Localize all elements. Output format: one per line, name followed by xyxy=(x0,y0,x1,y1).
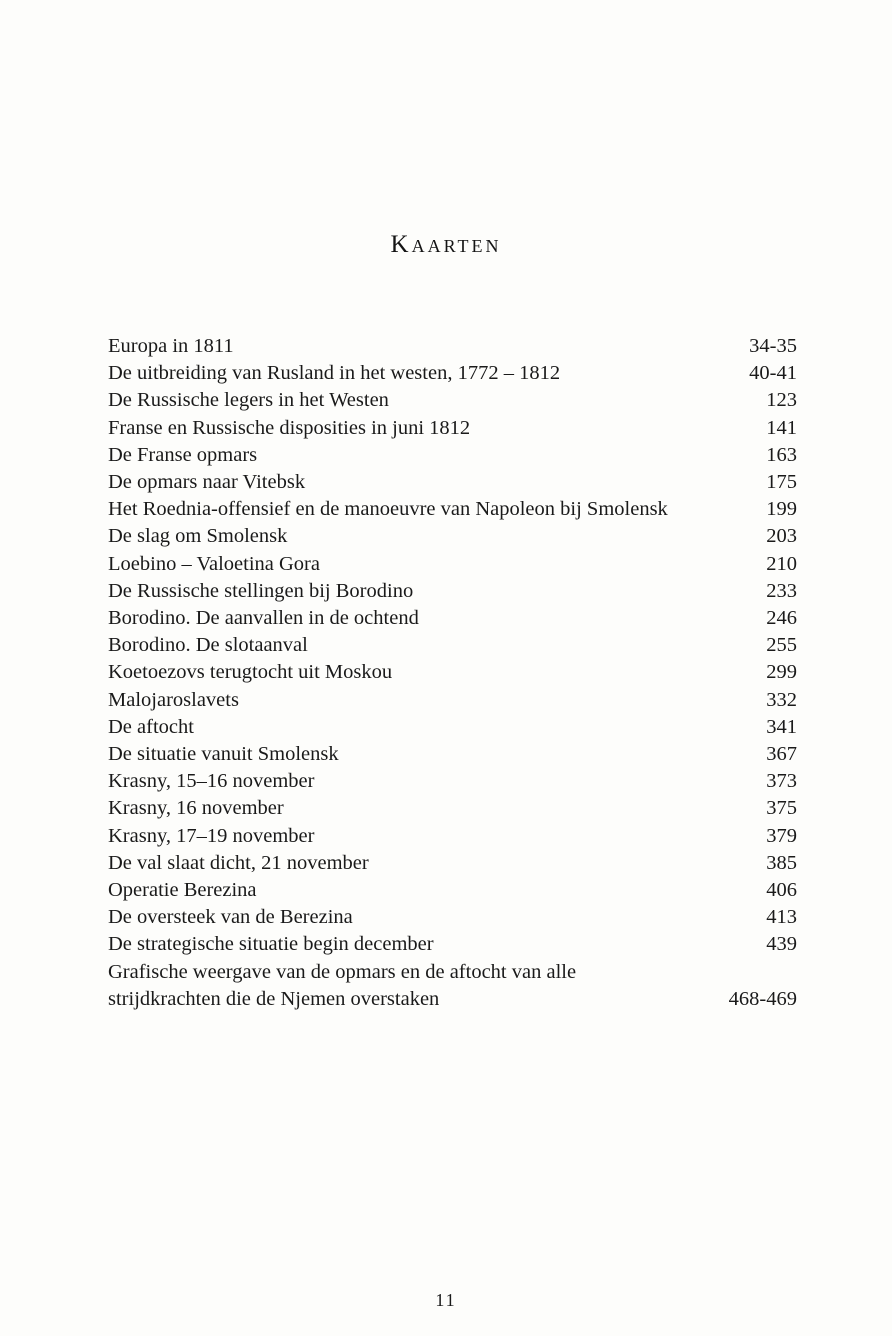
entry-title: De val slaat dicht, 21 november xyxy=(108,851,369,874)
list-item xyxy=(108,904,797,931)
list-item xyxy=(108,496,797,523)
list-item xyxy=(108,687,797,714)
entry-title-line-1: Grafische weergave van de opmars en de aftocht van alle xyxy=(108,960,577,983)
entry-page: 40-41 xyxy=(749,362,797,385)
entry-page: 332 xyxy=(766,688,797,711)
entry-page: 413 xyxy=(766,906,797,929)
list-item xyxy=(108,469,797,496)
entry-page: 385 xyxy=(766,851,797,874)
entry-page: 123 xyxy=(766,389,797,412)
list-item xyxy=(108,714,797,741)
list-item xyxy=(108,877,797,904)
page-title: Kaarten xyxy=(390,230,502,258)
entry-title: De slag om Smolensk xyxy=(108,525,288,548)
entry-page: 246 xyxy=(766,607,797,630)
list-item xyxy=(108,768,797,795)
list-item xyxy=(108,551,797,578)
entry-page: 34-35 xyxy=(749,335,797,357)
entry-page: 379 xyxy=(766,824,797,847)
entry-title: De aftocht xyxy=(108,715,194,738)
entry-page: 203 xyxy=(766,525,797,548)
entry-title: De Russische stellingen bij Borodino xyxy=(108,579,414,602)
list-item xyxy=(108,442,797,469)
entry-page: 199 xyxy=(766,498,797,521)
entry-page: 468-469 xyxy=(728,987,797,1010)
entry-page: 373 xyxy=(766,770,797,793)
entry-title: Borodino. De aanvallen in de ochtend xyxy=(108,607,419,630)
entry-title: Krasny, 16 november xyxy=(108,797,284,820)
entry-page: 163 xyxy=(766,443,797,466)
entry-page: 255 xyxy=(766,634,797,657)
list-item xyxy=(108,387,797,414)
list-item xyxy=(108,823,797,850)
entry-title: Krasny, 17–19 november xyxy=(108,824,315,847)
entry-title xyxy=(108,959,576,1013)
entry-title-line-2: strijdkrachten die de Njemen overstaken xyxy=(108,987,440,1010)
map-list xyxy=(108,333,797,1013)
entry-title: De Russische legers in het Westen xyxy=(108,389,389,412)
list-item xyxy=(108,333,797,360)
entry-page: 375 xyxy=(766,797,797,820)
list-item xyxy=(108,605,797,632)
entry-title: De opmars naar Vitebsk xyxy=(108,471,306,494)
entry-title: Koetoezovs terugtocht uit Moskou xyxy=(108,661,393,684)
entry-title: Franse en Russische disposities in juni 1812 xyxy=(108,416,471,439)
entry-page: 210 xyxy=(766,552,797,575)
list-item xyxy=(108,959,797,1013)
entry-page: 439 xyxy=(766,933,797,956)
entry-page: 341 xyxy=(766,715,797,738)
entry-page: 175 xyxy=(766,471,797,494)
entry-page: 141 xyxy=(766,416,797,439)
entry-title: De Franse opmars xyxy=(108,443,258,466)
list-item xyxy=(108,360,797,387)
list-item xyxy=(108,741,797,768)
list-item xyxy=(108,523,797,550)
entry-title: De oversteek van de Berezina xyxy=(108,906,353,929)
list-item xyxy=(108,659,797,686)
entry-page: 233 xyxy=(766,579,797,602)
list-item xyxy=(108,578,797,605)
entry-title: Het Roednia-offensief en de manoeuvre van Napoleon bij Smolensk xyxy=(108,498,668,521)
list-item xyxy=(108,850,797,877)
list-item xyxy=(108,415,797,442)
entry-page: 406 xyxy=(766,879,797,902)
entry-title: De situatie vanuit Smolensk xyxy=(108,743,339,766)
entry-title: Borodino. De slotaanval xyxy=(108,634,308,657)
entry-title: De strategische situatie begin december xyxy=(108,933,434,956)
entry-title: Europa in 1811 xyxy=(108,335,234,357)
entry-page: 367 xyxy=(766,743,797,766)
entry-page: 299 xyxy=(766,661,797,684)
list-item xyxy=(108,931,797,958)
list-item xyxy=(108,632,797,659)
entry-title: Operatie Berezina xyxy=(108,879,257,902)
list-item xyxy=(108,795,797,822)
entry-title: Malojaroslavets xyxy=(108,688,239,711)
entry-title: Krasny, 15–16 november xyxy=(108,770,315,793)
entry-title: De uitbreiding van Rusland in het westen, 1772 – 1812 xyxy=(108,362,561,385)
page-number: 11 xyxy=(435,1290,457,1310)
entry-title: Loebino – Valoetina Gora xyxy=(108,552,320,575)
